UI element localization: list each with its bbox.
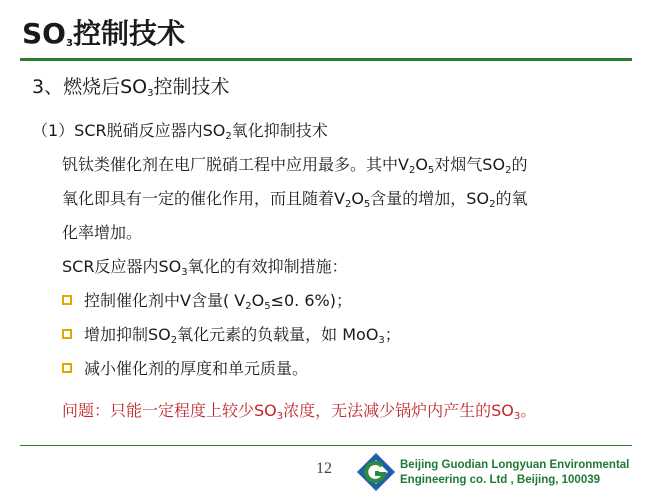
measure-item-inhibitor: 增加抑制$SO_2$氧化元素的负载量，如 MoO$_3$；	[62, 322, 401, 345]
paragraph-line-2: 氧化即具有一定的催化作用，而且随着$V_2O_5$含量的增加，$SO_2$的氧	[62, 189, 528, 210]
item-heading-scr: （1）SCR脱硝反应器内$SO_2$氧化抑制技术	[32, 121, 328, 142]
company-logo-icon	[356, 452, 396, 492]
footer-divider	[20, 445, 632, 446]
company-name-line-2: Engineering co. Ltd , Beijing, 100039	[400, 474, 601, 486]
hollow-square-bullet-icon	[62, 295, 72, 305]
page-number: 12	[316, 460, 332, 477]
section-subtitle: 3、燃烧后$SO_3$控制技术	[32, 76, 230, 99]
problem-statement: 问题：只能一定程度上较少$SO_3$浓度，无法减少锅炉内产生的$SO_3$。	[62, 401, 537, 422]
hollow-square-bullet-icon	[62, 363, 72, 373]
slide-title: $SO_3$控制技术	[22, 17, 185, 50]
title-divider	[20, 58, 632, 61]
company-name-line-1: Beijing Guodian Longyuan Environmental	[400, 459, 630, 471]
paragraph-line-3: 化率增加。	[62, 223, 143, 242]
company-name	[400, 458, 629, 488]
paragraph-line-1: 钒钛类催化剂在电厂脱硝工程中应用最多。其中$V_2O_5$对烟气$SO_2$的	[62, 155, 528, 176]
measure-item-thickness: 减小催化剂的厚度和单元质量。	[62, 356, 308, 379]
measures-heading: SCR反应器内$SO_3$氧化的有效抑制措施：	[62, 257, 348, 278]
measure-item-vanadium: 控制催化剂中V含量( $V_2O_5\le 0$. 6%)；	[62, 288, 352, 311]
hollow-square-bullet-icon	[62, 329, 72, 339]
